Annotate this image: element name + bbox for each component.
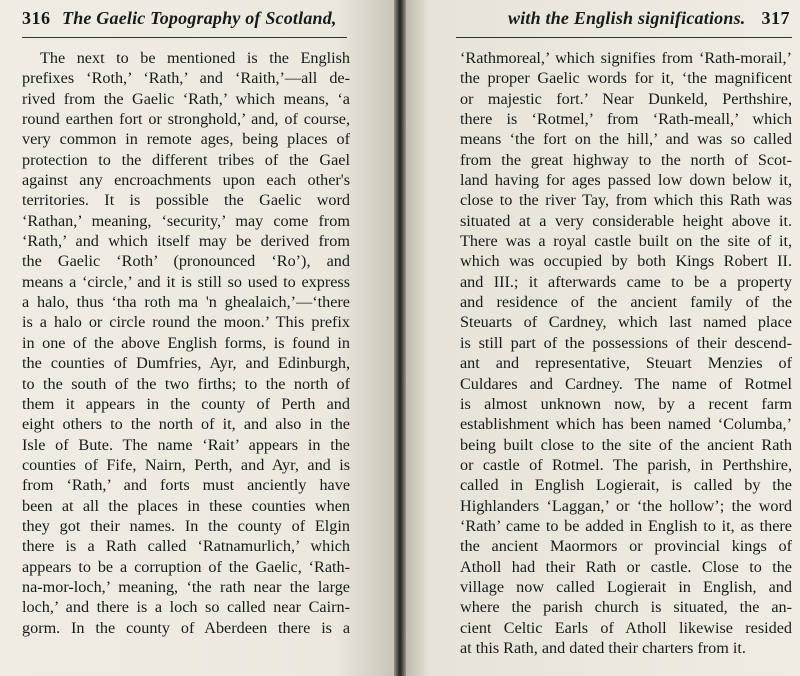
left-page bbox=[0, 0, 394, 676]
text-line: or castle of Rotmel. The parish, in Perthshire, bbox=[460, 455, 792, 474]
text-line: a halo, thus ‘tha roth ma 'n ghealaich,’—‘there bbox=[22, 293, 350, 312]
right-header-rule bbox=[456, 37, 792, 38]
text-line: there is ‘Rotmel,’ from ‘Rath-meall,’ which bbox=[460, 110, 792, 129]
text-line: been at all the places in these counties when bbox=[22, 496, 350, 515]
text-line: which was occupied by both Kings Robert II. bbox=[460, 252, 792, 271]
text-line: na-mor-loch,’ meaning, ‘the rath near the large bbox=[22, 577, 350, 596]
text-line: to the south of the two firths; to the north of bbox=[22, 374, 350, 393]
text-line: close to the river Tay, from which this Rath was bbox=[460, 191, 792, 210]
text-line: the ancient Maormors or provincial kings of bbox=[460, 537, 792, 556]
text-line: the counties of Dumfries, Ayr, and Edinburgh, bbox=[22, 354, 350, 373]
text-line: cient Celtic Earls of Atholl likewise resided bbox=[460, 618, 792, 637]
text-line: territories. It is possible the Gaelic word bbox=[22, 191, 350, 210]
text-line: Atholl had their Rath or castle. Close to the bbox=[460, 557, 792, 576]
text-line: where the parish church is situated, the an- bbox=[460, 598, 792, 617]
text-line: Isle of Bute. The name ‘Rait’ appears in the bbox=[22, 435, 350, 454]
text-line: eight others to the north of it, and also in the bbox=[22, 415, 350, 434]
text-line: they got their names. In the county of Elgin bbox=[22, 516, 350, 535]
text-line: ‘Rath’ came to be added in English to it, as there bbox=[460, 516, 792, 535]
text-line: in one of the above English forms, is found in bbox=[22, 333, 350, 352]
text-line: situated at a very considerable height above it. bbox=[460, 211, 792, 230]
text-line: Highlanders ‘Laggan,’ or ‘the hollow’; the word bbox=[460, 496, 792, 515]
left-running-head: The Gaelic Topography of Scotland, bbox=[62, 8, 337, 28]
text-line: very common in remote ages, being places of bbox=[22, 130, 350, 149]
text-line: rived from the Gaelic ‘Rath,’ which means, ‘a bbox=[22, 89, 350, 108]
left-page-text bbox=[22, 48, 350, 638]
text-line: There was a royal castle built on the site of it, bbox=[460, 232, 792, 251]
text-line: counties of Fife, Nairn, Perth, and Ayr, and is bbox=[22, 455, 350, 474]
left-page-number: 316 bbox=[22, 8, 51, 28]
text-line: at this Rath, and dated their charters from it. bbox=[460, 638, 746, 657]
right-running-head: with the English significations. bbox=[508, 8, 746, 28]
text-line: ant and representative, Steuart Menzies of bbox=[460, 354, 792, 373]
text-line: called in English Logierait, is called by the bbox=[460, 476, 792, 495]
text-line: Steuarts of Cardney, which last named place bbox=[460, 313, 792, 332]
text-line: ‘Rathmoreal,’ which signifies from ‘Rath-morail,’ bbox=[460, 49, 792, 67]
text-line: is a halo or circle round the moon.’ This prefix bbox=[22, 313, 350, 332]
text-line: there is a Rath called ‘Ratnamurlich,’ which bbox=[22, 537, 350, 556]
text-line: the Gaelic ‘Roth’ (pronounced ‘Ro’), and bbox=[22, 252, 350, 271]
text-line: ‘Rath,’ and which itself may be derived from bbox=[22, 232, 350, 251]
text-line: loch,’ and there is a loch so called near Cairn- bbox=[22, 598, 350, 617]
left-page-header bbox=[22, 8, 356, 34]
text-line: and residence of the ancient family of the bbox=[460, 293, 792, 312]
text-line: is almost unknown now, by a recent farm bbox=[460, 394, 792, 413]
right-page bbox=[406, 0, 800, 676]
text-line: means ‘the fort on the hill,’ and was so called bbox=[460, 130, 792, 149]
text-line: them it appears in the county of Perth and bbox=[22, 394, 350, 413]
text-line: land having for ages passed low down below it, bbox=[460, 171, 792, 190]
text-line: from ‘Rath,’ and forts must anciently have bbox=[22, 476, 350, 495]
text-line: the proper Gaelic words for it, ‘the magnificent bbox=[460, 69, 792, 88]
text-line: and III.; it afterwards came to be a property bbox=[460, 272, 792, 291]
right-page-number: 317 bbox=[761, 8, 790, 28]
text-line: ‘Rathan,’ meaning, ‘security,’ may come from bbox=[22, 211, 350, 230]
text-line: means a ‘circle,’ and it is still so used to express bbox=[22, 272, 350, 291]
left-header-rule bbox=[22, 37, 347, 38]
text-line: The next to be mentioned is the English bbox=[40, 49, 350, 67]
text-line: establishment which has been named ‘Columba,’ bbox=[460, 415, 792, 434]
right-page-header bbox=[486, 8, 790, 34]
text-line: round earthen fort or stronghold,’ and, of course, bbox=[22, 110, 350, 129]
text-line: against any encroachments upon each other's bbox=[22, 171, 350, 190]
text-line: is still part of the possessions of their descend- bbox=[460, 333, 792, 352]
text-line: being built close to the site of the ancient Rath bbox=[460, 435, 792, 454]
text-line: village now called Logierait in English, and bbox=[460, 577, 792, 596]
text-line: protection to the different tribes of the Gael bbox=[22, 150, 350, 169]
text-line: appears to be a corruption of the Gaelic, ‘Rath- bbox=[22, 557, 350, 576]
text-line: gorm. In the county of Aberdeen there is a bbox=[22, 618, 350, 637]
right-page-text bbox=[460, 48, 792, 658]
text-line: Culdares and Cardney. The name of Rotmel bbox=[460, 374, 792, 393]
book-gutter bbox=[394, 0, 406, 676]
text-line: from the great highway to the north of Scot- bbox=[460, 150, 792, 169]
text-line: prefixes ‘Roth,’ ‘Rath,’ and ‘Raith,’—all de- bbox=[22, 69, 350, 88]
text-line: or majestic fort.’ Near Dunkeld, Perthshire, bbox=[460, 89, 792, 108]
